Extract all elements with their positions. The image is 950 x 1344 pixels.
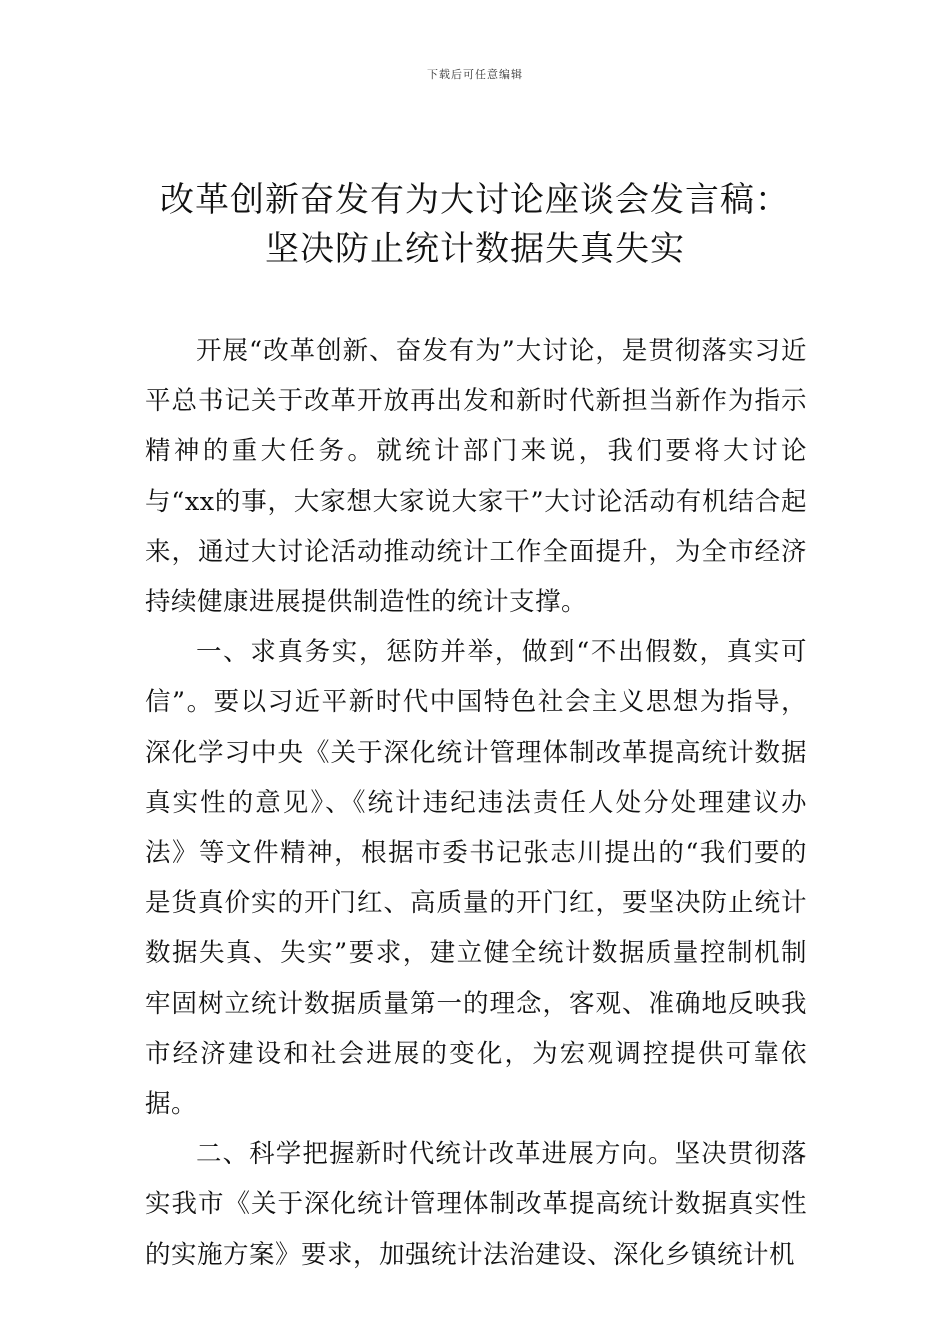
paragraph-2: 一、求真务实，惩防并举，做到“不出假数，真实可信”。要以习近平新时代中国特色社会主义思想为指导，深化学习中央《关于深化统计管理体制改革提高统计数据真实性的意见》、《统计违纪违法责任人处分处理建议办法》等文件精神，根据市委书记张志川提出的“我们要的是货真价实的开门红、高质量的开门红，要坚决防止统计数据失真、失实”要求，建立健全统计数据质量控制机制牢固树立统计数据质量第一的理念，客观、准确地反映我市经济建设和社会进展的变化，为宏观调控提供可靠依据。 bbox=[145, 637, 807, 1120]
header-note: 下载后可任意编辑 bbox=[427, 68, 523, 81]
document-body bbox=[145, 326, 807, 1280]
title-line-1: 改革创新奋发有为大讨论座谈会发言稿： bbox=[160, 180, 790, 220]
document-title bbox=[60, 176, 890, 274]
paragraph-3: 二、科学把握新时代统计改革进展方向。坚决贯彻落实我市《关于深化统计管理体制改革提高统计数据真实性的实施方案》要求，加强统计法治建设、深化乡镇统计机 bbox=[145, 1139, 807, 1270]
title-line-2: 坚决防止统计数据失真失实 bbox=[265, 229, 685, 269]
paragraph-1: 开展“改革创新、奋发有为”大讨论，是贯彻落实习近平总书记关于改革开放再出发和新时代新担当新作为指示精神的重大任务。就统计部门来说，我们要将大讨论与“xx的事，大家想大家说大家干”大讨论活动有机结合起来，通过大讨论活动推动统计工作全面提升，为全市经济持续健康进展提供制造性的统计支撑。 bbox=[145, 336, 807, 618]
